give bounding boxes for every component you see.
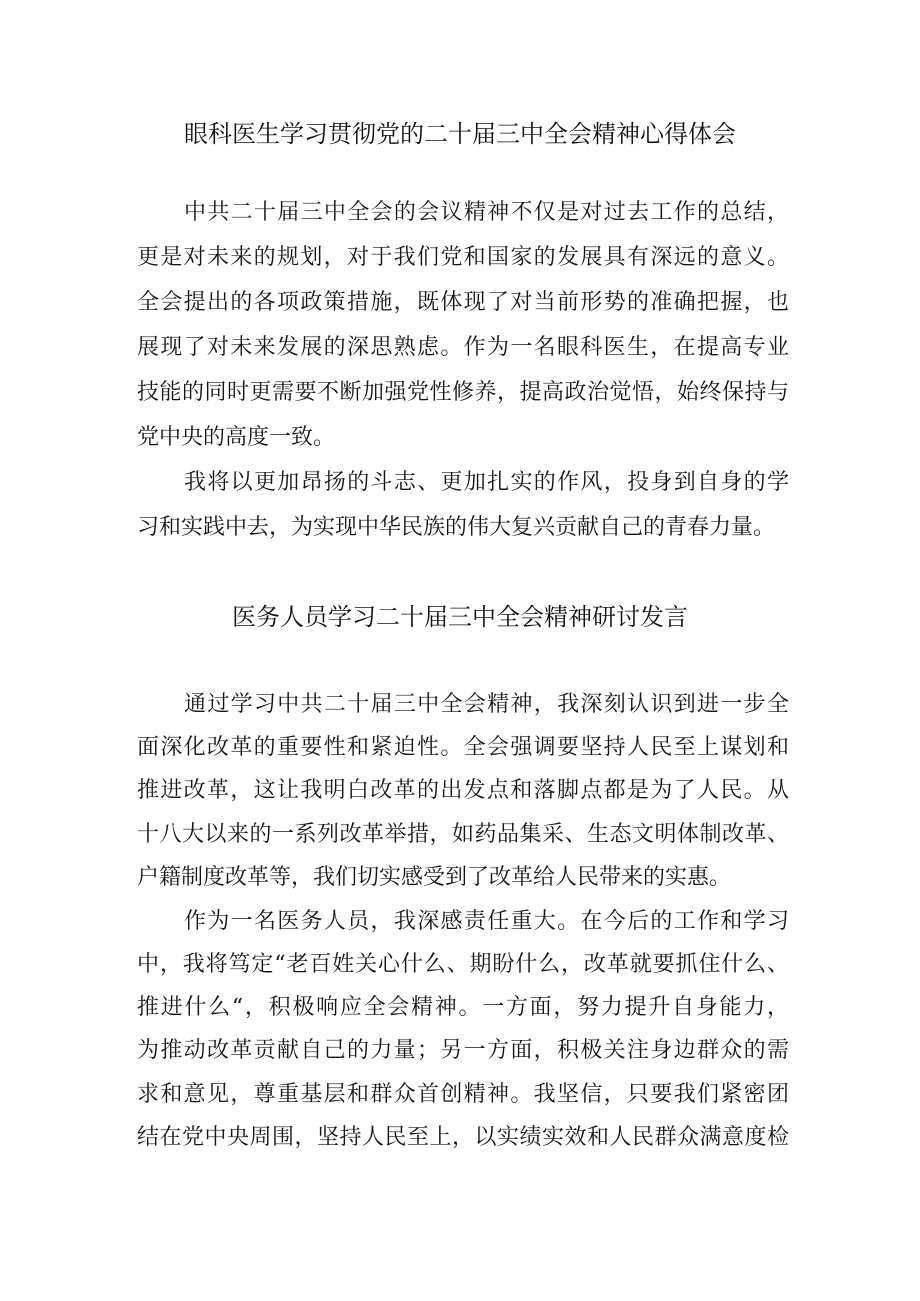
section-1-line-6: 党中央的高度一致。 — [137, 425, 336, 450]
section-1-line-4: 展现了对未来发展的深思熟虑。作为一名眼科医生，在提高专业 — [137, 335, 789, 360]
section-1-line-1: 中共二十届三中全会的会议精神不仅是对过去工作的总结， — [184, 200, 789, 225]
section-2-line-7: 中，我将笃定“老百姓关心什么、期盼什么，改革就要抓住什么、 — [137, 952, 789, 977]
section-2-line-2: 面深化改革的重要性和紧迫性。全会强调要坚持人民至上谋划和 — [137, 735, 789, 760]
section-2-line-4: 十八大以来的一系列改革举措，如药品集采、生态文明体制改革、 — [137, 822, 789, 847]
section-1-title: 眼科医生学习贯彻党的二十届三中全会精神心得体会 — [184, 120, 736, 148]
section-2-line-9: 为推动改革贡献自己的力量；另一方面，积极关注身边群众的需 — [137, 1038, 789, 1063]
section-1-line-7: 我将以更加昂扬的斗志、更加扎实的作风，投身到自身的学 — [184, 470, 789, 495]
section-2-line-3: 推进改革，这让我明白改革的出发点和落脚点都是为了人民。从 — [137, 778, 789, 803]
section-2-line-1: 通过学习中共二十届三中全会精神，我深刻认识到进一步全 — [184, 692, 789, 717]
section-2-title: 医务人员学习二十届三中全会精神研讨发言 — [232, 603, 688, 631]
section-1-line-5: 技能的同时更需要不断加强党性修养，提高政治觉悟，始终保持与 — [137, 380, 789, 405]
section-2-line-5: 户籍制度改革等，我们切实感受到了改革给人民带来的实惠。 — [137, 865, 732, 890]
section-1-line-2: 更是对未来的规划，对于我们党和国家的发展具有深远的意义。 — [137, 245, 789, 270]
section-1-line-8: 习和实践中去，为实现中华民族的伟大复兴贡献自己的青春力量。 — [137, 515, 776, 540]
section-2-line-11: 结在党中央周围，坚持人民至上，以实绩实效和人民群众满意度检 — [137, 1125, 789, 1150]
section-2-line-6: 作为一名医务人员，我深感责任重大。在今后的工作和学习 — [184, 909, 789, 934]
section-2-line-8: 推进什么“，积极响应全会精神。一方面，努力提升自身能力， — [137, 995, 789, 1020]
section-2-line-10: 求和意见，尊重基层和群众首创精神。我坚信，只要我们紧密团 — [137, 1082, 789, 1107]
section-1-line-3: 全会提出的各项政策措施，既体现了对当前形势的准确把握，也 — [137, 290, 789, 315]
